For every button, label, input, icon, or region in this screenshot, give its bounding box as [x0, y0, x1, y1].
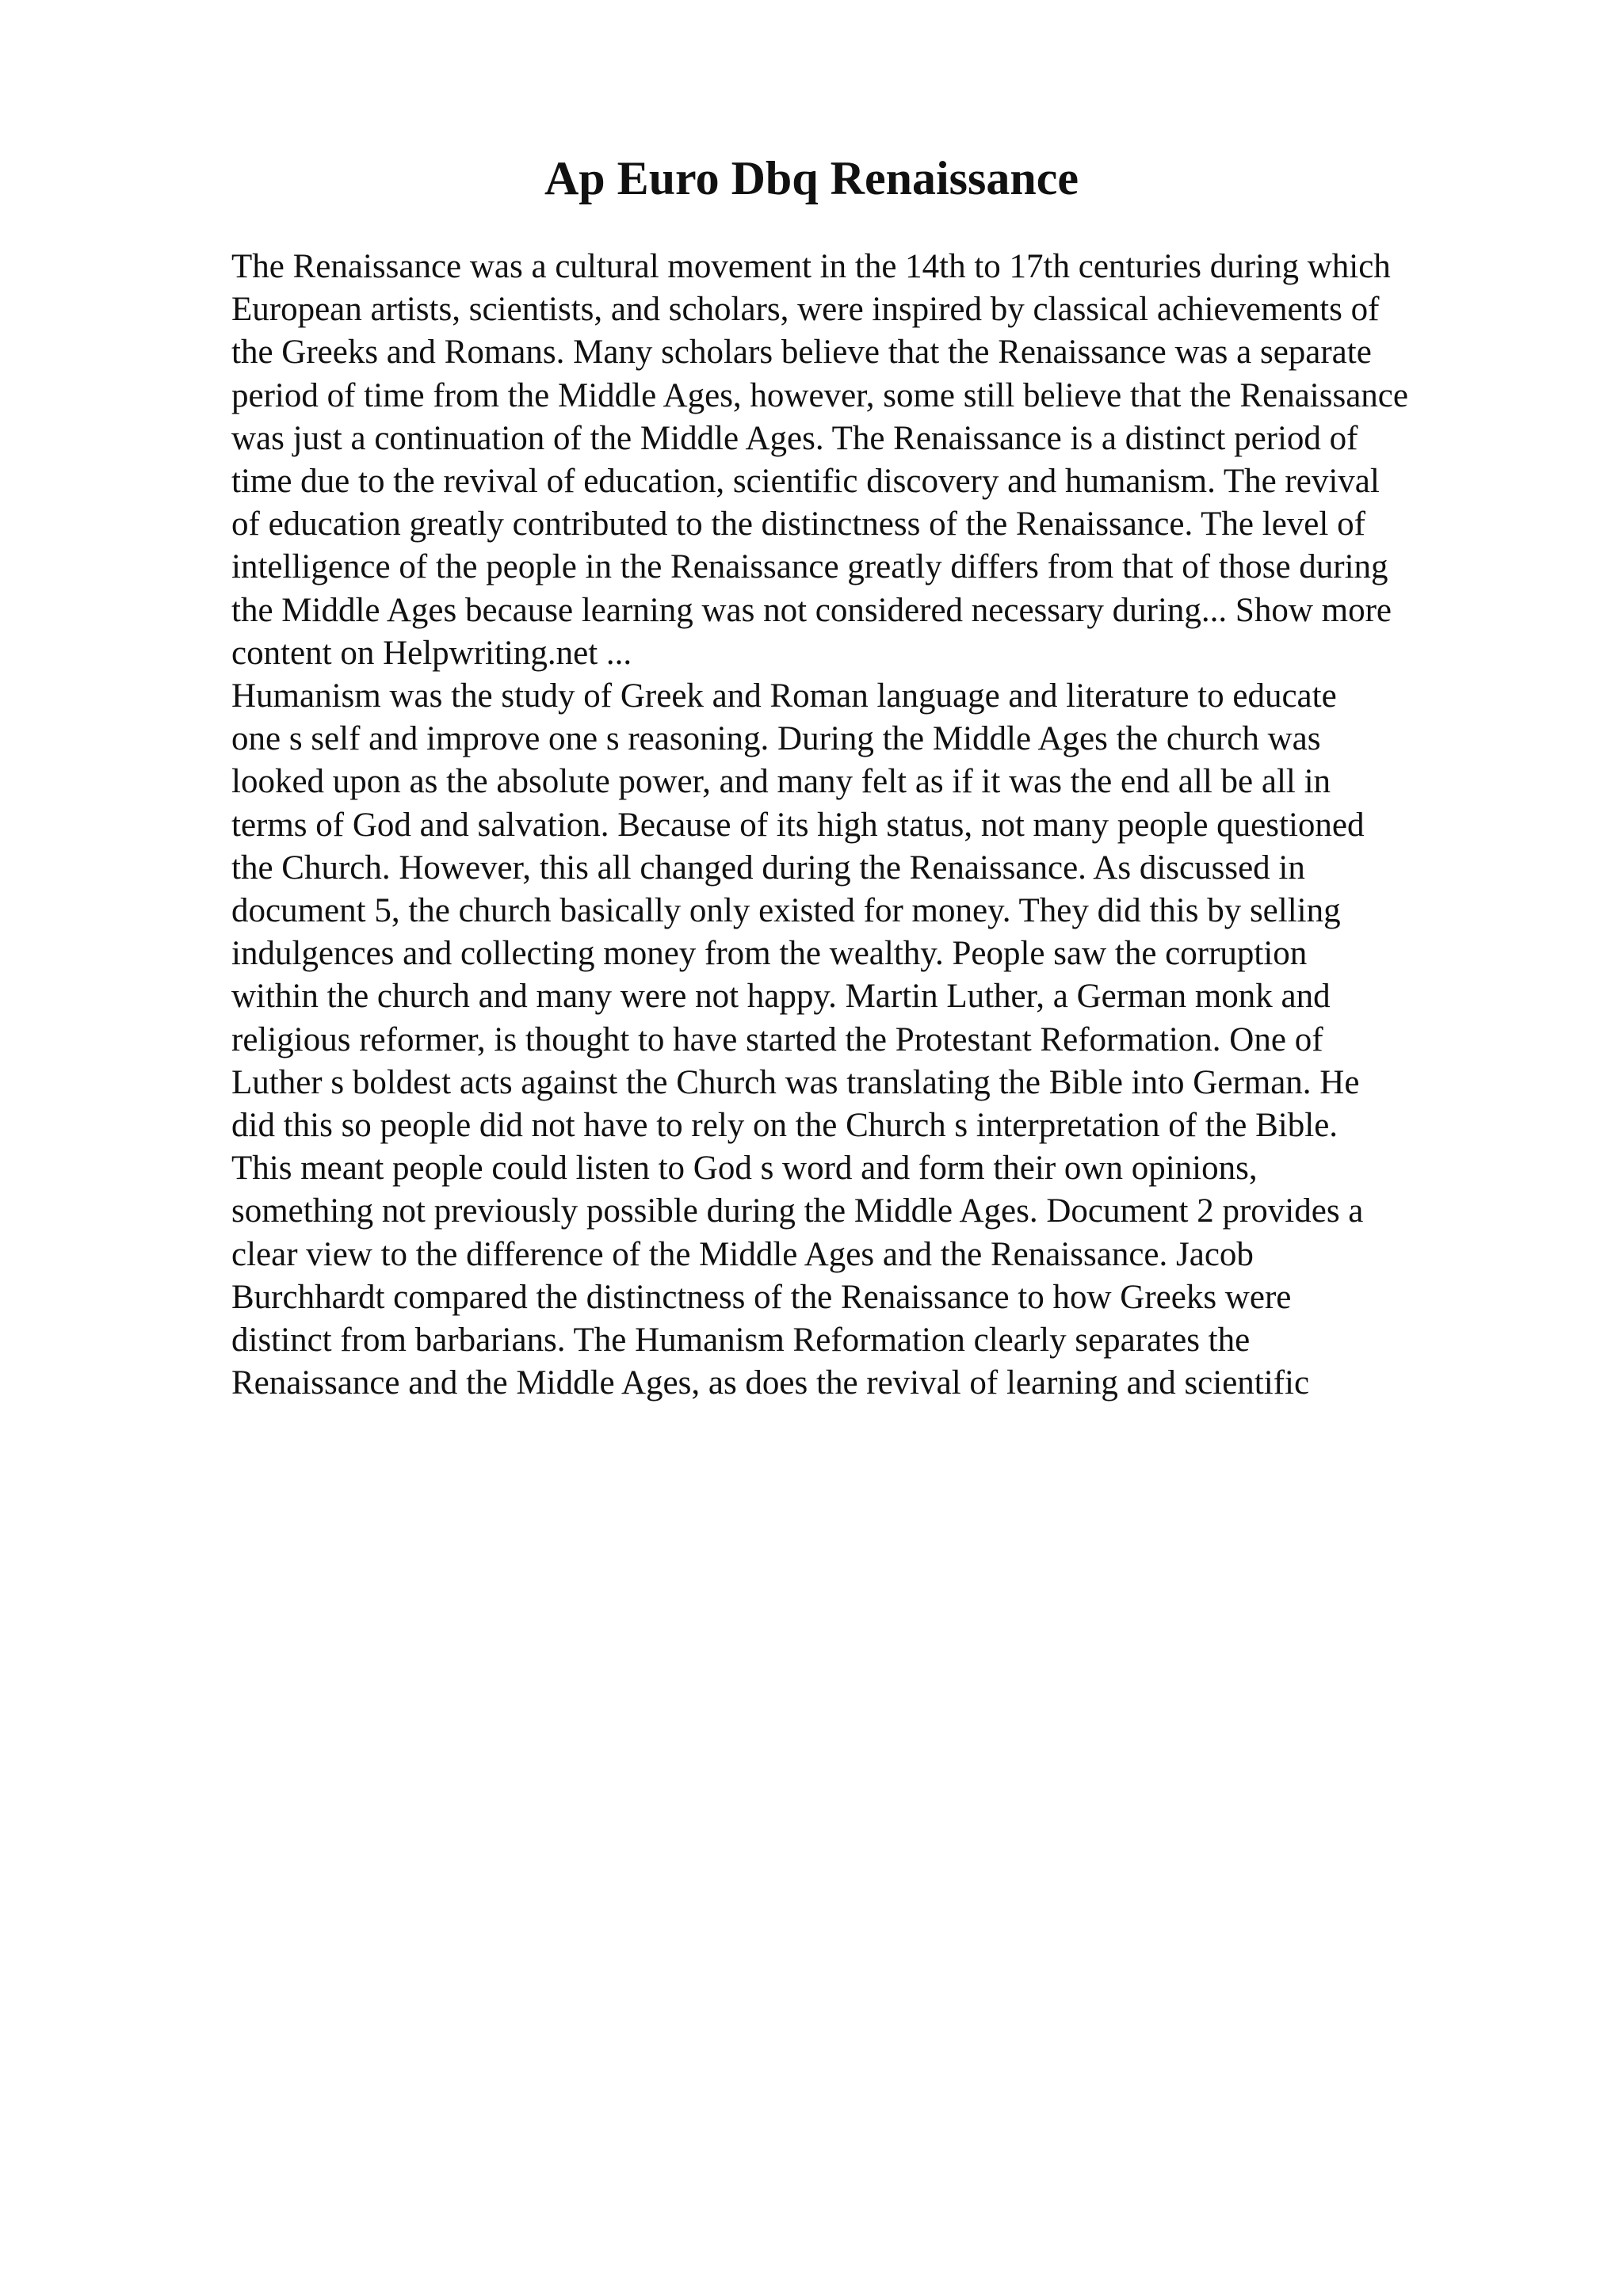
body-line: indulgences and collecting money from the wealthy. People saw the corruption — [231, 935, 1308, 973]
body-line: intelligence of the people in the Renaissance greatly differs from that of those during — [231, 548, 1388, 586]
body-line: was just a continuation of the Middle Ages. The Renaissance is a distinct period of — [231, 419, 1358, 457]
body-line: the Middle Ages because learning was not considered necessary during... Show more — [231, 591, 1392, 629]
body-line: content on Helpwriting.net ... — [231, 634, 632, 672]
body-line: distinct from barbarians. The Humanism Reformation clearly separates the — [231, 1322, 1251, 1360]
body-line: the Church. However, this all changed during the Renaissance. As discussed in — [231, 849, 1305, 887]
document-body — [231, 246, 1515, 1405]
body-line: religious reformer, is thought to have started the Protestant Reformation. One of — [231, 1020, 1323, 1058]
body-line: something not previously possible during the Middle Ages. Document 2 provides a — [231, 1192, 1364, 1230]
body-line: of education greatly contributed to the distinctness of the Renaissance. The level of — [231, 505, 1365, 543]
body-line: This meant people could listen to God s word and form their own opinions, — [231, 1150, 1258, 1188]
body-line: did this so people did not have to rely on the Church s interpretation of the Bible. — [231, 1107, 1338, 1145]
body-line: document 5, the church basically only existed for money. They did this by selling — [231, 892, 1341, 930]
document-title: Ap Euro Dbq Renaissance — [544, 152, 1079, 204]
body-line: The Renaissance was a cultural movement in the 14th to 17th centuries during which — [231, 248, 1391, 285]
body-line: period of time from the Middle Ages, however, some still believe that the Renaissance — [231, 376, 1408, 414]
body-line: Luther s boldest acts against the Church was translating the Bible into German. He — [231, 1063, 1360, 1101]
body-line: within the church and many were not happy. Martin Luther, a German monk and — [231, 978, 1331, 1016]
body-line: Humanism was the study of Greek and Roman language and literature to educate — [231, 677, 1337, 715]
body-line: European artists, scientists, and scholars, were inspired by classical achievements of — [231, 291, 1380, 329]
body-line: Renaissance and the Middle Ages, as does the revival of learning and scientific — [231, 1364, 1310, 1402]
body-line: one s self and improve one s reasoning. During the Middle Ages the church was — [231, 720, 1321, 758]
body-line: clear view to the difference of the Middle Ages and the Renaissance. Jacob — [231, 1235, 1254, 1273]
body-line: looked upon as the absolute power, and many felt as if it was the end all be all in — [231, 763, 1331, 801]
body-line: Burchhardt compared the distinctness of the Renaissance to how Greeks were — [231, 1278, 1292, 1316]
body-line: terms of God and salvation. Because of its high status, not many people questioned — [231, 806, 1365, 844]
body-line: time due to the revival of education, scientific discovery and humanism. The revival — [231, 463, 1380, 501]
body-line: the Greeks and Romans. Many scholars believe that the Renaissance was a separate — [231, 334, 1372, 372]
